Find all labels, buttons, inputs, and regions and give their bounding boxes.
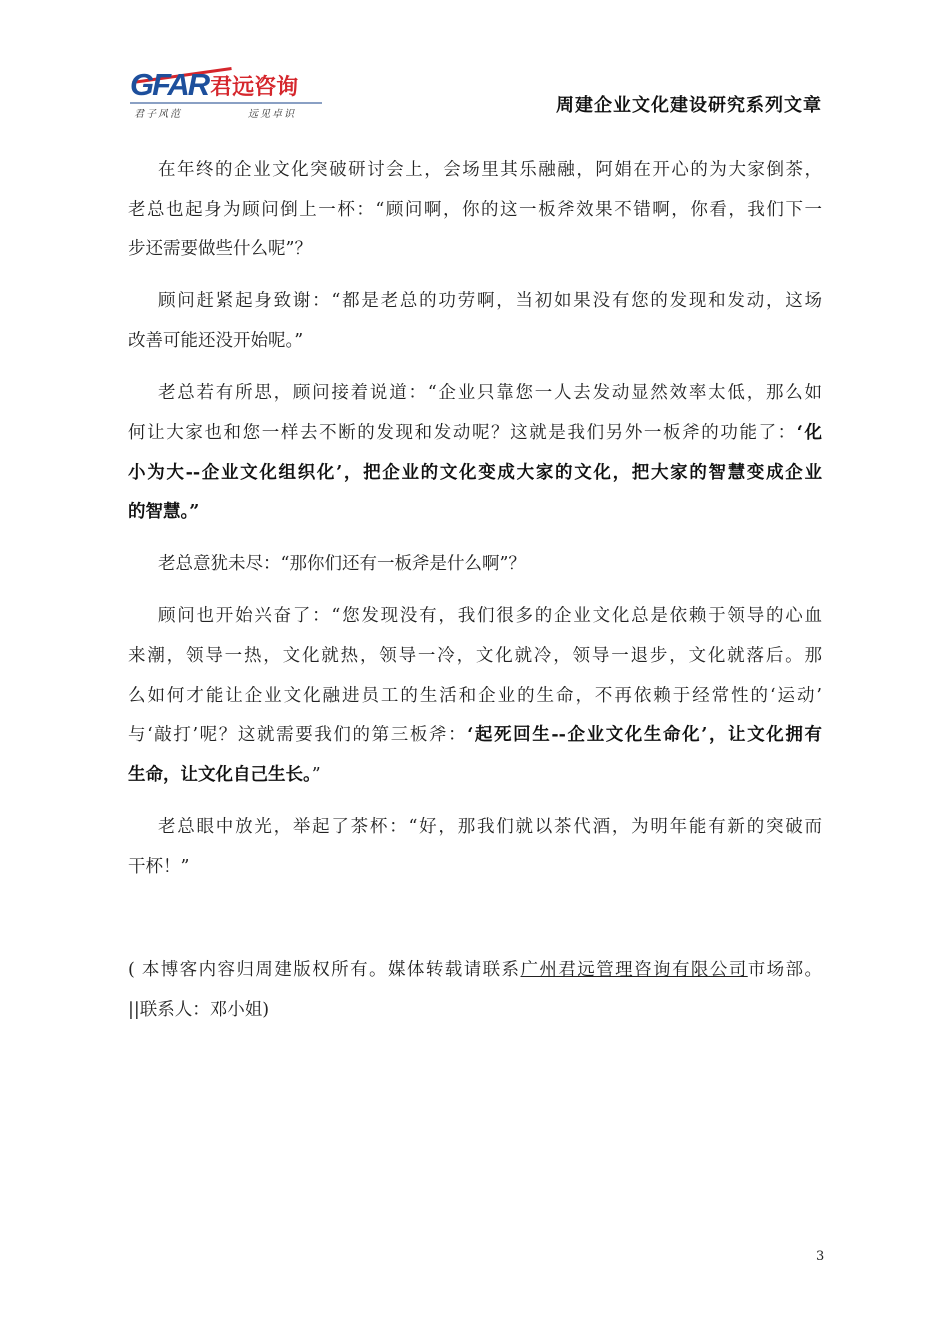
company-link[interactable]: 广州君远管理咨询有限公司	[520, 960, 748, 980]
logo-slogan-right: 远见卓识	[248, 109, 296, 120]
text-segment: 步还需要做些什么呢”？	[128, 239, 312, 259]
text-segment: 市场部。	[747, 960, 823, 980]
text-segment: 与‘敲打’呢？这就需要我们的第三板斧：	[128, 725, 468, 745]
logo-slogan-left: 君子风范	[134, 109, 182, 120]
text-segment: 老总若有所思，顾问接着说道：“企业只靠您一人去发动显然效率太低，那么如	[158, 383, 822, 403]
text-segment: 来潮，领导一热，文化就热，领导一冷，文化就冷，领导一退步，文化就落后。那	[128, 646, 822, 666]
page-number: 3	[816, 1249, 825, 1264]
text-segment: ||联系人：邓小姐)	[128, 1000, 270, 1020]
text-line	[128, 158, 822, 182]
bold-text: 生命，让文化自己生长。	[128, 765, 312, 785]
text-line	[128, 723, 822, 747]
text-segment: ( 本博客内容归周建版权所有。媒体转载请联系	[128, 960, 521, 980]
text-segment: 老总眼中放光，举起了茶杯：“好，那我们就以茶代酒，为明年能有新的突破而	[158, 817, 822, 837]
text-segment: 顾问赶紧起身致谢：“都是老总的功劳啊，当初如果没有您的发现和发动，这场	[158, 291, 822, 311]
text-line	[128, 958, 822, 982]
text-line	[128, 644, 822, 668]
text-line	[128, 855, 822, 879]
text-segment: 顾问也开始兴奋了：“您发现没有，我们很多的企业文化总是依赖于领导的心血	[158, 606, 822, 626]
text-line	[128, 237, 822, 261]
text-line	[128, 461, 822, 485]
bold-text: ‘起死回生--企业文化生命化’，让文化拥有	[467, 725, 822, 745]
text-line	[128, 604, 822, 628]
text-line	[128, 500, 822, 524]
text-line	[128, 198, 822, 222]
text-segment: 在年终的企业文化突破研讨会上，会场里其乐融融，阿娟在开心的为大家倒茶，	[158, 160, 822, 180]
logo-divider	[130, 102, 322, 104]
text-line	[128, 815, 822, 839]
text-segment: 老总意犹未尽：“那你们还有一板斧是什么啊”？	[158, 554, 526, 574]
text-segment: 老总也起身为顾问倒上一杯：“顾问啊，你的这一板斧效果不错啊，你看，我们下一	[128, 200, 822, 220]
text-line	[128, 552, 822, 576]
bold-text: ‘化	[796, 423, 822, 443]
bold-text: 小为大--企业文化组织化’，把企业的文化变成大家的文化，把大家的智慧变成企业	[128, 463, 822, 483]
company-logo	[130, 68, 322, 120]
logo-brand: GFAR	[130, 67, 209, 102]
text-line	[128, 684, 822, 708]
text-segment: 么如何才能让企业文化融进员工的生活和企业的生命，不再依赖于经常性的‘运动’	[128, 686, 822, 706]
text-line	[128, 289, 822, 313]
text-segment: 改善可能还没开始呢。”	[128, 331, 304, 351]
text-segment: 何让大家也和您一样去不断的发现和发动呢？这就是我们另外一板斧的功能了：	[128, 423, 797, 443]
bold-text: 的智慧。”	[128, 502, 200, 522]
text-line	[128, 763, 822, 787]
text-line	[128, 998, 822, 1022]
text-segment: ”	[311, 765, 321, 785]
text-line	[128, 381, 822, 405]
text-line	[128, 329, 822, 353]
series-title: 周建企业文化建设研究系列文章	[556, 95, 822, 116]
logo-name: 君远咨询	[210, 74, 299, 99]
text-line	[128, 421, 822, 445]
text-segment: 干杯！”	[128, 857, 190, 877]
